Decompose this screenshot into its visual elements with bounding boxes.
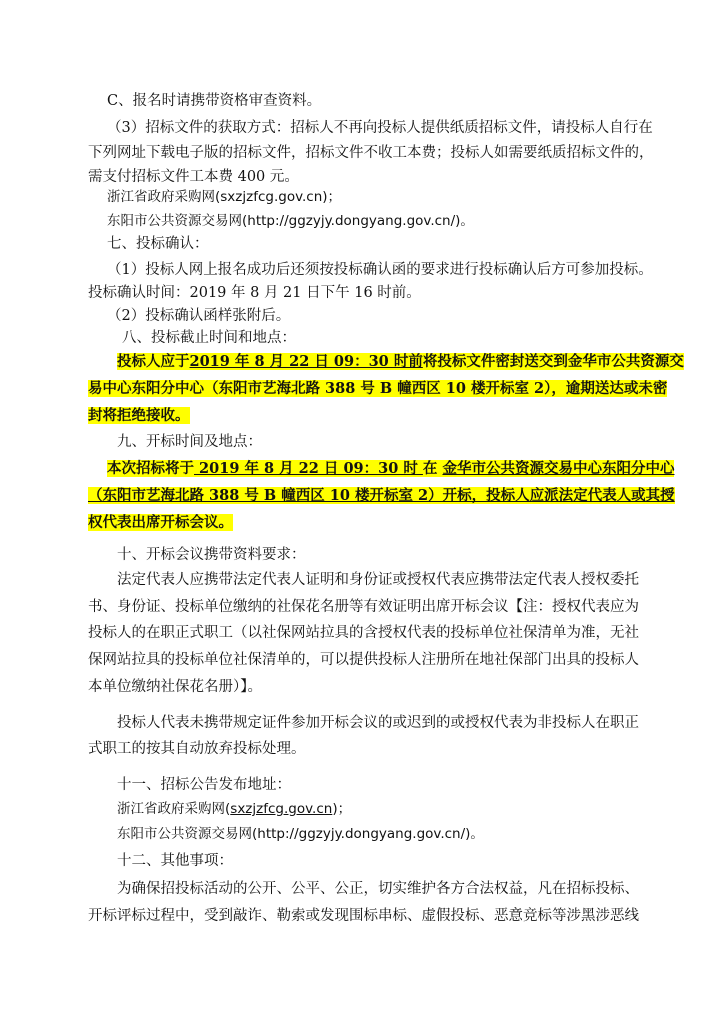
section-heading: 十二、其他事项： — [117, 853, 233, 869]
text-line: 法定代表人应携带法定代表人证明和身份证或授权代表应携带法定代表人授权委托 — [117, 572, 639, 588]
opening-time-text: 2019 年 8 月 22 日 09：30 时 — [194, 460, 423, 477]
text-line: C、报名时请携带资格审查资料。 — [107, 93, 322, 109]
text-line: 为确保招投标活动的公开、公平、公正，切实维护各方合法权益，凡在招标投标、 — [117, 881, 639, 897]
deadline-text: 2019 年 8 月 22 日 09：30 时前 — [189, 353, 423, 370]
opening-place-text: 金华市公共资源交易中心东阳分中心 — [442, 460, 675, 477]
section-heading: 十一、招标公告发布地址： — [117, 777, 291, 793]
text-line: 投标人代表未携带规定证件参加开标会议的或迟到的或授权代表为非投标人在职正 — [117, 715, 639, 731]
text-fragment: )； — [332, 801, 352, 817]
highlight-line — [88, 406, 190, 426]
section-heading: 十、开标会议携带资料要求： — [117, 547, 306, 563]
section-heading: 七、投标确认： — [107, 236, 209, 252]
text-line: 式职工的按其自动放弃投标处理。 — [88, 741, 306, 757]
highlight-text: 本次招标将于 — [107, 460, 194, 477]
text-line: 东阳市公共资源交易网(http://ggzyjy.dongyang.gov.cn/)。 — [107, 213, 474, 229]
text-line: （3）招标文件的获取方式：招标人不再向投标人提供纸质招标文件，请投标人自行在 — [107, 120, 653, 136]
text-line: 需支付招标文件工本费 400 元。 — [88, 169, 299, 185]
highlight-text: 在 — [422, 460, 443, 477]
highlight-text: 封将拒绝接收。 — [88, 407, 190, 424]
highlight-text: 将投标文件密封送交到金华市公共资源交 — [422, 353, 684, 370]
text-line: 开标评标过程中，受到敲诈、勒索或发现围标串标、虚假投标、恶意竞标等涉黑涉恶线 — [88, 908, 639, 924]
highlight-text: （东阳市艺海北路 388 号 B 幢西区 10 楼开标室 2）开标，投标人应派法定代表人或其授 — [88, 487, 675, 504]
text-line: （2）投标确认函样张附后。 — [107, 308, 291, 324]
text-line: 投标确认时间：2019 年 8 月 21 日下午 16 时前。 — [88, 285, 421, 301]
section-heading: 八、投标截止时间和地点： — [122, 330, 296, 346]
highlight-line — [88, 486, 675, 506]
highlight-text: 投标人应于 — [117, 353, 190, 370]
text-line — [117, 799, 351, 819]
text-line: 浙江省政府采购网(sxzjzfcg.gov.cn)； — [107, 189, 342, 205]
text-line: 下列网址下载电子版的招标文件，招标文件不收工本费；投标人如需要纸质招标文件的， — [88, 145, 654, 161]
text-line: 书、身份证、投标单位缴纳的社保花名册等有效证明出席开标会议【注：授权代表应为 — [88, 599, 639, 615]
highlight-line — [107, 459, 674, 479]
text-line: （1）投标人网上报名成功后还须按投标确认函的要求进行投标确认后方可参加投标。 — [107, 262, 653, 278]
text-line: 保网站拉具的投标单位社保清单的，可以提供投标人注册所在地社保部门出具的投标人 — [88, 652, 639, 668]
highlight-line — [88, 379, 667, 399]
link-text[interactable]: sxzjzfcg.gov.cn — [230, 801, 333, 817]
text-line: 本单位缴纳社保花名册）】。 — [88, 679, 262, 695]
highlight-line — [88, 513, 233, 533]
text-fragment: 浙江省政府采购网( — [117, 801, 231, 817]
section-heading: 九、开标时间及地点： — [117, 434, 262, 450]
text-line: 东阳市公共资源交易网(http://ggzyjy.dongyang.gov.cn/)。 — [117, 826, 484, 842]
highlight-text: 易中心东阳分中心（东阳市艺海北路 388 号 B 幢西区 10 楼开标室 2），逾期送达或未密 — [88, 380, 668, 397]
highlight-text: 权代表出席开标会议。 — [88, 514, 233, 531]
text-line: 投标人的在职正式职工（以社保网站拉具的含授权代表的投标单位社保清单为准，无社 — [88, 625, 639, 641]
highlight-line — [117, 352, 684, 372]
